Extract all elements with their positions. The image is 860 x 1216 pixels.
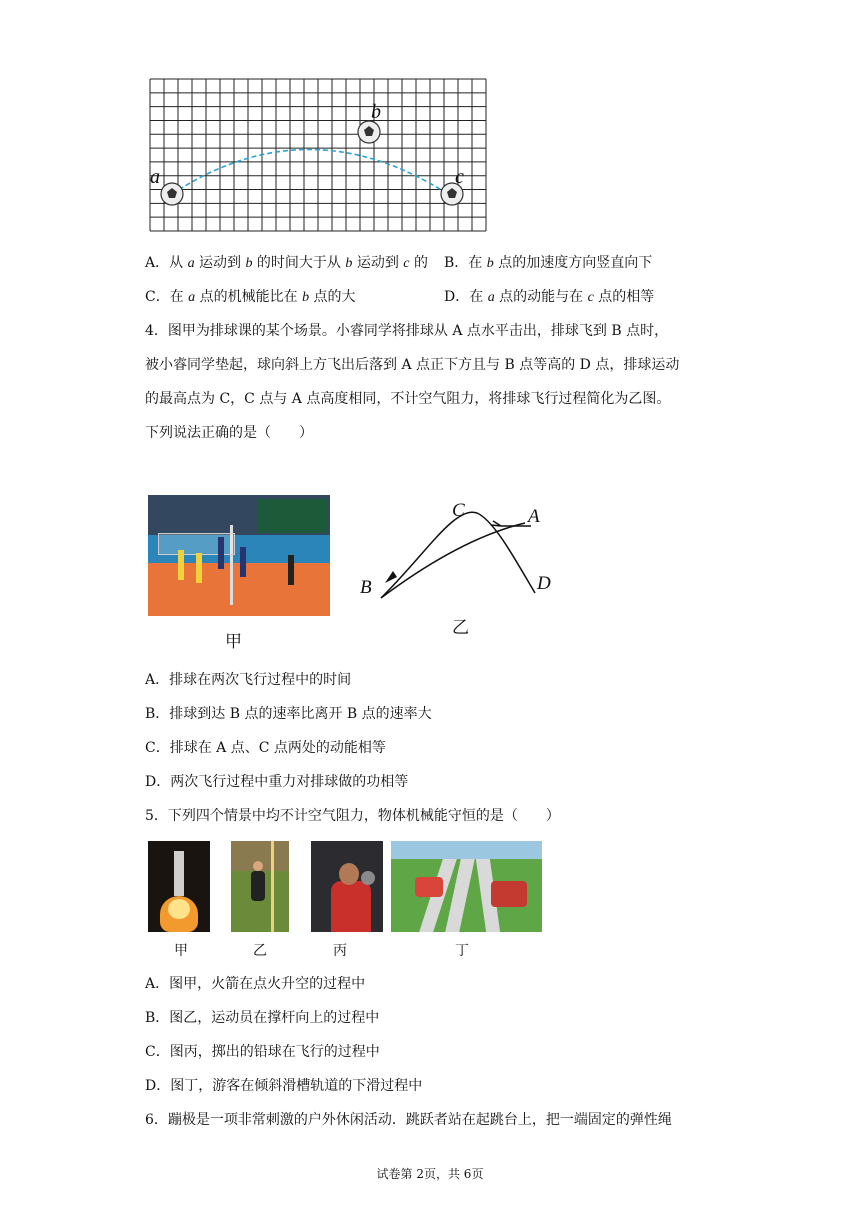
photo-caption-yi: 乙 <box>253 943 267 959</box>
ball-trajectory <box>172 150 448 195</box>
q3-option-d[interactable]: D．在 a 点的动能与在 c 点的相等 <box>444 289 655 305</box>
q5-option-d[interactable]: D．图丁，游客在倾斜滑槽轨道的下滑过程中 <box>145 1078 423 1094</box>
grass-slide-photo <box>391 841 542 932</box>
figure-label-yi: 乙 <box>452 618 469 638</box>
q5-option-b[interactable]: B．图乙，运动员在撑杆向上的过程中 <box>145 1010 380 1026</box>
q4-option-d[interactable]: D．两次飞行过程中重力对排球做的功相等 <box>145 774 409 790</box>
point-label-a: a <box>150 166 160 188</box>
photo-caption-jia: 甲 <box>174 943 188 959</box>
q3-option-c[interactable]: C．在 a 点的机械能比在 b 点的大 <box>145 289 356 305</box>
q5-option-c[interactable]: C．图丙，掷出的铅球在飞行的过程中 <box>145 1044 380 1060</box>
figure-label-jia: 甲 <box>225 632 242 652</box>
point-label-b: b <box>371 101 381 123</box>
q3-option-b[interactable]: B．在 b 点的加速度方向竖直向下 <box>444 255 653 271</box>
ball-b <box>358 121 380 143</box>
diagram-point-C: C <box>452 500 465 521</box>
ball-a <box>161 183 183 205</box>
shot-put-photo <box>311 841 383 932</box>
q3-option-a[interactable]: A．从 a 运动到 b 的时间大于从 b 运动到 c 的 <box>145 255 428 271</box>
q4-stem-line-4: 下列说法正确的是（ ） <box>145 425 313 441</box>
pole-vault-photo <box>231 841 289 932</box>
photo-caption-ding: 丁 <box>455 943 469 959</box>
point-label-c: c <box>455 166 464 188</box>
q4-option-b[interactable]: B．排球到达 B 点的速率比离开 B 点的速率大 <box>145 706 432 722</box>
photo-caption-bing: 丙 <box>333 943 347 959</box>
q4-stem-line-2: 被小睿同学垫起，球向斜上方飞出后落到 A 点正下方且与 B 点等高的 D 点，排球运动 <box>145 357 680 373</box>
rocket-photo <box>148 841 210 932</box>
diagram-point-D: D <box>537 573 551 594</box>
diagram-point-B: B <box>360 577 372 598</box>
page-footer: 试卷第 2页，共 6页 <box>376 1167 484 1181</box>
q4-stem-line-3: 的最高点为 C，C 点与 A 点高度相同，不计空气阻力，将排球飞行过程简化为乙图。 <box>145 391 671 407</box>
q4-option-a[interactable]: A．排球在两次飞行过程中的时间 <box>145 672 352 688</box>
trajectory-grid-figure <box>148 75 490 235</box>
q4-stem-line-1: 4．图甲为排球课的某个场景。小睿同学将排球从 A 点水平击出，排球飞到 B 点时， <box>145 323 669 339</box>
diagram-point-A: A <box>528 506 540 527</box>
q5-stem: 5．下列四个情景中均不计空气阻力，物体机械能守恒的是（ ） <box>145 808 560 824</box>
q6-stem-line-1: 6．蹦极是一项非常刺激的户外休闲活动．跳跃者站在起跳台上，把一端固定的弹性绳 <box>145 1112 672 1128</box>
q5-option-a[interactable]: A．图甲，火箭在点火升空的过程中 <box>145 976 366 992</box>
volleyball-photo <box>148 495 330 616</box>
q4-option-c[interactable]: C．排球在 A 点、C 点两处的动能相等 <box>145 740 386 756</box>
